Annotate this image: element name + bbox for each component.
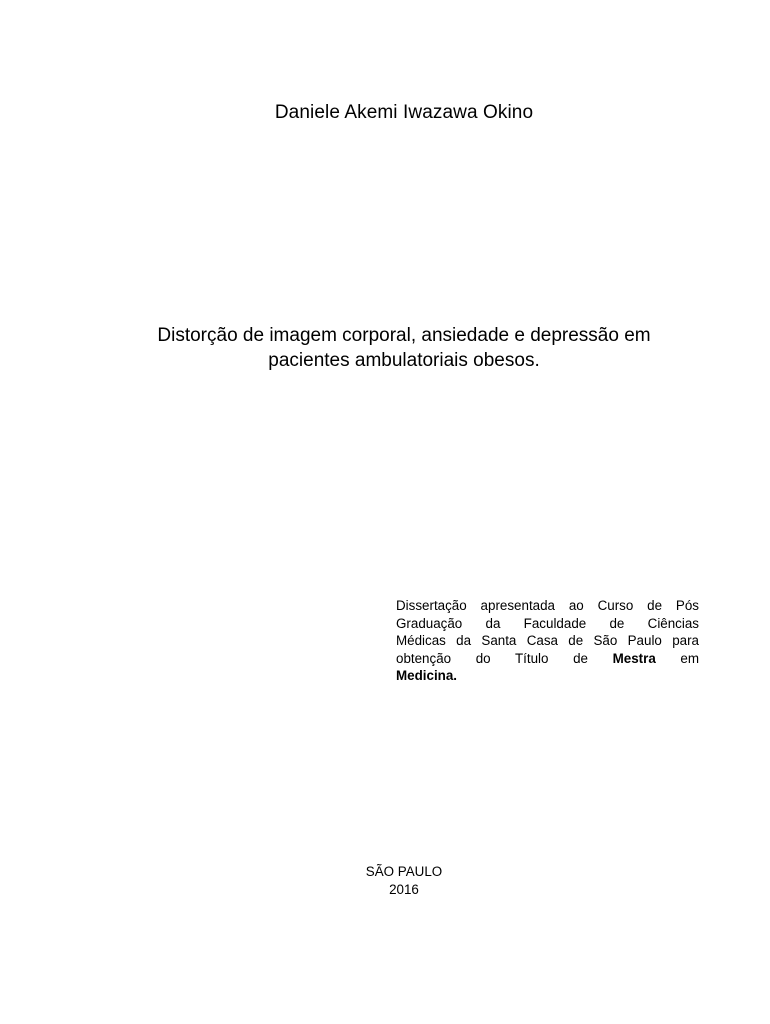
degree-field: Medicina. <box>396 668 458 683</box>
note-line-4-text: obtenção do Título de <box>396 650 613 666</box>
title-line-1: Distorção de imagem corporal, ansiedade e depressão em <box>157 325 651 346</box>
note-line-4-suffix: em <box>655 650 699 666</box>
dissertation-note <box>396 597 699 685</box>
note-line-1: Dissertação apresentada ao Curso de Pós <box>396 598 699 613</box>
title-line-2: pacientes ambulatoriais obesos. <box>268 350 540 371</box>
degree-title: Mestra <box>612 650 656 666</box>
dissertation-title <box>100 323 708 373</box>
note-line-3: Médicas da Santa Casa de São Paulo para <box>396 633 699 648</box>
place-and-year <box>304 863 504 899</box>
city: SÃO PAULO <box>365 864 443 879</box>
note-line-4 <box>396 650 699 668</box>
note-line-2: Graduação da Faculdade de Ciências <box>396 615 699 631</box>
author-name: Daniele Akemi Iwazawa Okino <box>274 102 534 123</box>
year: 2016 <box>389 882 419 897</box>
